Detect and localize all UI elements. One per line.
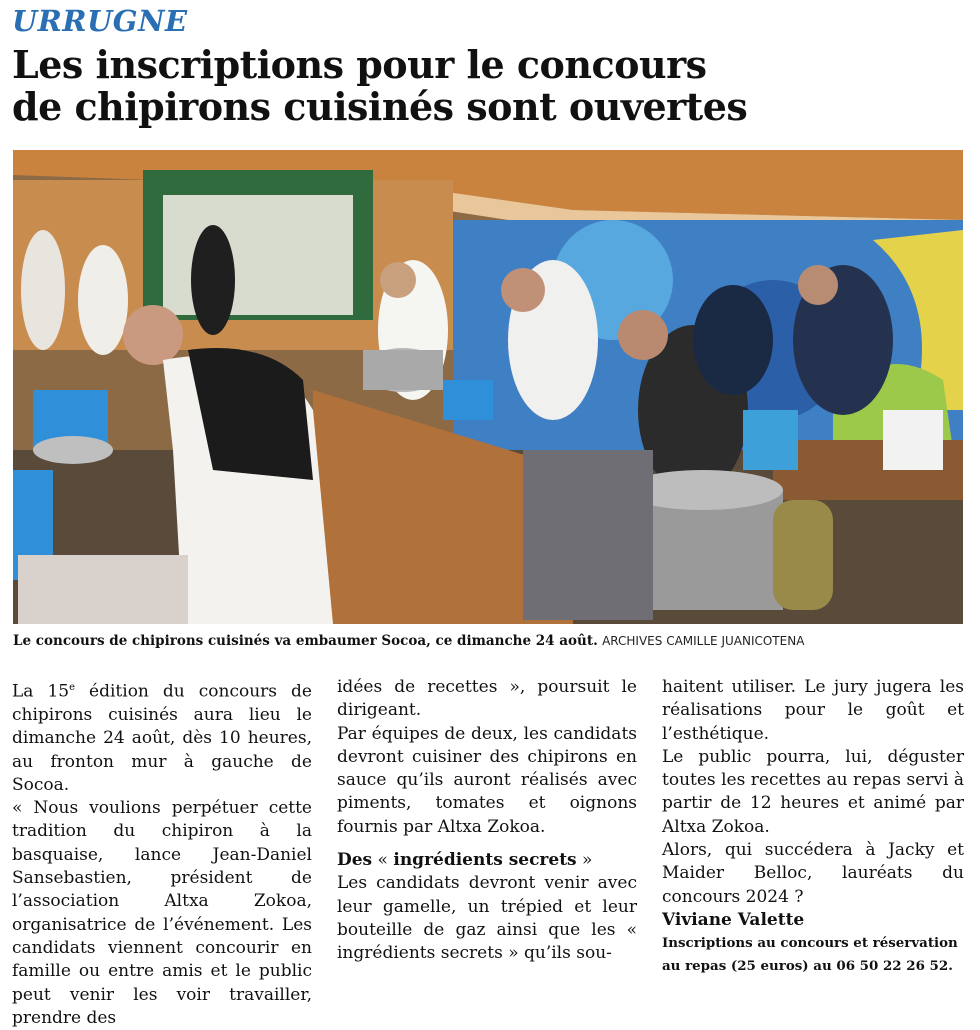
paragraph-text: édition du concours de chipirons cuisinés aura lieu le dimanche 24 août, dès 10 heures, au fronton mur à gauche de Socoa.	[12, 681, 312, 795]
article-column-1	[12, 676, 312, 1030]
paragraph-text: La 15	[12, 681, 70, 702]
quote-mark: »	[576, 850, 593, 871]
paragraph: « Nous voulions perpétuer cette tradition du chipiron à la basquaise, lance Jean-Daniel Sansebastien, président de l’association Altxa Zokoa, organisatrice de l’événement. Les candidats viennent concourir en famille ou entre amis et le public peut venir les voir travailler, prendre des	[12, 798, 312, 1028]
photo-image	[13, 150, 963, 624]
article-column-2	[337, 676, 637, 966]
subheading-text: Des	[337, 850, 373, 871]
photo-credit: ARCHIVES CAMILLE JUANICOTENA	[602, 634, 805, 648]
caption-text: Le concours de chipirons cuisinés va embaumer Socoa, ce dimanche 24 août.	[13, 633, 598, 649]
paragraph: Alors, qui succédera à Jacky et Maider Belloc, lauréats du concours 2024 ?	[662, 840, 964, 907]
quote-mark: «	[372, 850, 394, 871]
paragraph: Le public pourra, lui, déguster toutes les recettes au repas servi à partir de 12 heures et animé par Altxa Zokoa.	[662, 746, 964, 837]
headline-line-2: de chipirons cuisinés sont ouvertes	[12, 84, 748, 129]
section-kicker: URRUGNE	[12, 4, 188, 38]
headline	[12, 44, 972, 128]
ordinal-superscript: e	[69, 682, 76, 693]
paragraph: haitent utiliser. Le jury jugera les réalisations pour le goût et l’esthétique.	[662, 677, 964, 744]
article-column-3	[662, 676, 964, 978]
registration-note: Inscriptions au concours et réservation au repas (25 euros) au 06 50 22 26 52.	[662, 935, 958, 975]
author-byline: Viviane Valette	[662, 909, 805, 930]
paragraph: Par équipes de deux, les candidats devront cuisiner des chipirons en sauce qu’ils auront réalisés avec piments, tomates et oignons fournis par Altxa Zokoa.	[337, 723, 637, 837]
subheading-text: ingrédients secrets	[393, 850, 577, 871]
photo-caption	[13, 632, 968, 650]
paragraph: idées de recettes », poursuit le dirigeant.	[337, 677, 637, 721]
headline-line-1: Les inscriptions pour le concours	[12, 42, 707, 87]
subheading	[337, 849, 637, 872]
article-photo	[13, 150, 963, 624]
paragraph: Les candidats devront venir avec leur gamelle, un trépied et leur bouteille de gaz ainsi que les « ingrédients secrets » qu’ils sou-	[337, 873, 637, 964]
paragraph	[12, 676, 312, 797]
